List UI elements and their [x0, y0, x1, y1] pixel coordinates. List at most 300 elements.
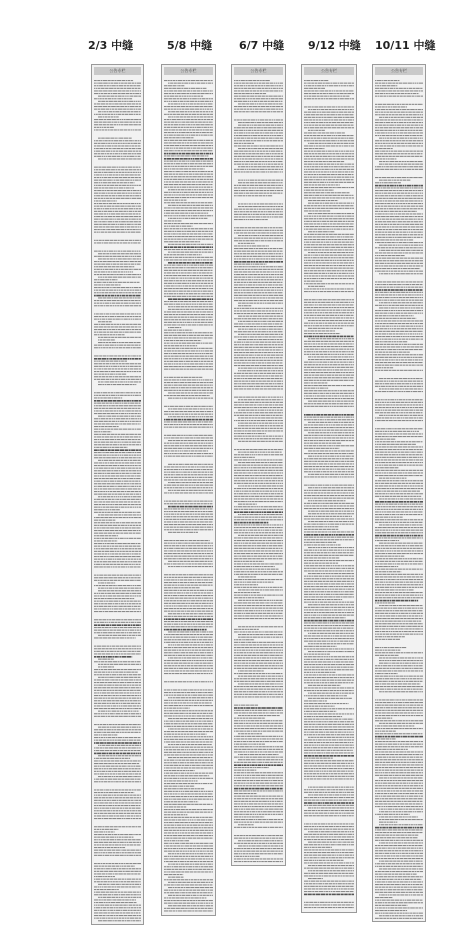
- text-line-segment: [101, 734, 103, 735]
- text-line-segment: [132, 606, 134, 607]
- text-line-segment: [114, 324, 116, 325]
- text-line-segment: [137, 863, 141, 864]
- text-line-segment: [181, 83, 183, 84]
- text-line-segment: [104, 174, 106, 175]
- text-line-segment: [94, 397, 97, 398]
- text-line-segment: [122, 355, 124, 356]
- text-line-segment: [128, 158, 132, 159]
- text-line-segment: [124, 138, 129, 139]
- text-line-segment: [131, 653, 135, 654]
- text-line-segment: [122, 884, 125, 885]
- text-line-segment: [106, 745, 111, 746]
- text-line-segment: [211, 231, 213, 232]
- text-line-segment: [107, 907, 109, 908]
- text-line-segment: [98, 700, 100, 701]
- text-line-segment: [94, 902, 95, 903]
- text-line-segment: [100, 582, 104, 583]
- text-line-segment: [136, 868, 139, 869]
- text-line-segment: [104, 789, 105, 790]
- text-line-segment: [94, 747, 96, 748]
- text-line-segment: [121, 316, 124, 317]
- text-line-segment: [115, 766, 118, 767]
- text-line-segment: [131, 624, 132, 626]
- text-line-segment: [99, 98, 101, 99]
- text-line-segment: [98, 153, 100, 154]
- text-line-segment: [98, 781, 100, 782]
- text-line-segment: [195, 259, 198, 260]
- text-line-segment: [120, 264, 123, 265]
- text-line-segment: [131, 416, 135, 417]
- text-line-segment: [137, 910, 140, 911]
- text-line-segment: [125, 167, 127, 168]
- text-line-segment: [106, 868, 110, 869]
- text-line-segment: [114, 455, 117, 456]
- text-line-segment: [139, 193, 141, 194]
- text-line-segment: [120, 381, 123, 382]
- text-line-segment: [97, 724, 99, 725]
- text-line-segment: [130, 119, 133, 120]
- text-line-segment: [167, 163, 170, 164]
- text-line-segment: [134, 606, 138, 607]
- text-line-segment: [94, 795, 95, 796]
- text-line-segment: [125, 195, 129, 196]
- text-line-segment: [94, 595, 97, 596]
- text-line-segment: [113, 408, 116, 409]
- text-line-segment: [139, 753, 141, 755]
- text-line-segment: [100, 766, 102, 767]
- text-line-segment: [178, 129, 182, 130]
- text-line-segment: [120, 850, 121, 851]
- text-line-segment: [101, 216, 103, 217]
- text-line-segment: [94, 758, 95, 759]
- text-line-segment: [205, 142, 209, 143]
- text-line-segment: [115, 844, 119, 845]
- text-line-segment: [125, 193, 127, 194]
- text-line-segment: [112, 379, 115, 380]
- text-line-segment: [206, 246, 209, 248]
- text-line-segment: [110, 436, 114, 437]
- text-line-segment: [94, 737, 98, 738]
- text-line-segment: [113, 852, 116, 853]
- text-line-segment: [138, 488, 141, 489]
- text-line-segment: [184, 101, 186, 102]
- text-line-segment: [176, 163, 180, 164]
- text-line-segment: [116, 918, 118, 919]
- text-line-segment: [212, 223, 213, 224]
- text-line-segment: [195, 231, 197, 232]
- text-line-segment: [110, 910, 113, 911]
- text-line-segment: [111, 224, 115, 225]
- text-line-segment: [98, 509, 103, 510]
- text-line-segment: [119, 810, 121, 811]
- text-line-segment: [183, 259, 187, 260]
- text-line-segment: [128, 213, 132, 214]
- text-line-segment: [120, 421, 124, 422]
- text-line-segment: [101, 287, 103, 288]
- text-line-segment: [100, 747, 103, 748]
- text-line-segment: [180, 207, 183, 208]
- text-line-segment: [110, 527, 114, 528]
- text-line-segment: [136, 564, 138, 565]
- text-line-segment: [101, 593, 104, 594]
- text-line-segment: [119, 376, 123, 377]
- text-line-segment: [112, 789, 114, 790]
- text-line-segment: [94, 287, 98, 288]
- text-line-segment: [112, 546, 114, 547]
- text-line-segment: [127, 313, 130, 314]
- text-line-segment: [109, 585, 113, 586]
- text-line-segment: [94, 889, 96, 890]
- text-line-segment: [208, 202, 213, 203]
- text-line-segment: [103, 690, 106, 691]
- text-line-segment: [140, 172, 141, 173]
- text-line-segment: [115, 566, 117, 567]
- text-line-segment: [129, 768, 131, 769]
- text-line-segment: [174, 124, 179, 125]
- text-line-segment: [182, 246, 184, 248]
- text-line-segment: [137, 158, 141, 159]
- text-line-segment: [102, 886, 104, 887]
- text-line-segment: [96, 918, 99, 919]
- text-line-segment: [181, 109, 184, 110]
- text-line-segment: [117, 839, 121, 840]
- text-line-segment: [125, 140, 129, 141]
- text-line-segment: [102, 918, 105, 919]
- text-line-segment: [101, 429, 104, 430]
- text-line-segment: [122, 527, 124, 528]
- text-line-segment: [133, 674, 137, 675]
- text-line-segment: [195, 179, 197, 180]
- text-line-segment: [108, 520, 112, 521]
- text-line-segment: [98, 776, 101, 777]
- text-line-segment: [210, 205, 212, 206]
- text-line-segment: [126, 611, 129, 612]
- text-line-segment: [105, 216, 107, 217]
- text-line-segment: [164, 163, 167, 164]
- text-line-segment: [112, 368, 115, 369]
- text-line-segment: [94, 153, 97, 154]
- text-line-segment: [182, 145, 185, 146]
- text-line-segment: [110, 551, 114, 552]
- text-line-segment: [135, 685, 138, 686]
- text-line-segment: [117, 682, 119, 683]
- text-line-segment: [107, 122, 111, 123]
- text-line-segment: [99, 593, 101, 594]
- text-line-segment: [124, 619, 127, 620]
- text-line-segment: [127, 850, 130, 851]
- text-line-segment: [210, 129, 213, 130]
- text-line-segment: [125, 313, 127, 314]
- text-line-segment: [189, 213, 190, 214]
- text-line-segment: [101, 143, 106, 144]
- text-line-segment: [167, 96, 169, 97]
- text-line-segment: [187, 262, 190, 264]
- text-line-segment: [207, 158, 209, 160]
- text-line-segment: [117, 595, 121, 596]
- text-line-segment: [105, 256, 109, 257]
- text-line-segment: [110, 363, 112, 364]
- text-line-segment: [102, 727, 106, 728]
- text-line-segment: [110, 674, 111, 675]
- text-line-segment: [111, 264, 112, 265]
- text-line-segment: [122, 755, 124, 756]
- text-line-segment: [121, 619, 123, 620]
- text-line-segment: [120, 88, 123, 89]
- text-line-segment: [116, 619, 121, 620]
- text-line-segment: [103, 580, 106, 581]
- text-line-segment: [119, 703, 120, 704]
- text-line-segment: [102, 251, 103, 252]
- text-line-segment: [110, 332, 114, 333]
- text-line-segment: [172, 231, 174, 232]
- text-line-segment: [100, 491, 103, 492]
- text-line-segment: [182, 233, 186, 234]
- text-line-segment: [101, 321, 105, 322]
- text-line-segment: [101, 661, 105, 662]
- text-line-segment: [104, 140, 107, 141]
- text-line-segment: [112, 624, 116, 626]
- text-line-segment: [127, 109, 129, 110]
- text-line-segment: [128, 687, 130, 688]
- text-line-segment: [94, 436, 97, 437]
- text-line-segment: [119, 140, 122, 141]
- text-line-segment: [115, 789, 118, 790]
- text-line-segment: [122, 332, 123, 333]
- text-line-segment: [180, 145, 182, 146]
- text-line-segment: [100, 208, 102, 209]
- text-line-segment: [115, 319, 119, 320]
- text-line-segment: [113, 172, 115, 173]
- text-line-segment: [120, 229, 124, 230]
- text-line-segment: [179, 241, 181, 242]
- text-line-segment: [116, 646, 120, 647]
- text-line-segment: [116, 585, 117, 586]
- text-line-segment: [129, 729, 131, 730]
- text-line-segment: [100, 269, 102, 270]
- text-line-segment: [111, 229, 115, 230]
- text-line-segment: [113, 601, 118, 602]
- text-line-segment: [199, 114, 202, 115]
- text-line-segment: [108, 734, 112, 735]
- text-line-segment: [208, 228, 209, 229]
- text-line-segment: [131, 473, 132, 474]
- text-line-segment: [119, 797, 122, 798]
- text-line-segment: [119, 452, 121, 453]
- text-line-segment: [94, 551, 97, 552]
- text-line-segment: [194, 233, 198, 234]
- text-line-segment: [129, 114, 133, 115]
- text-line-segment: [106, 527, 109, 528]
- text-line-segment: [125, 491, 126, 492]
- text-line-segment: [170, 114, 172, 115]
- text-line-segment: [112, 282, 114, 283]
- text-line-segment: [186, 119, 190, 120]
- text-line-segment: [118, 457, 120, 458]
- text-line-segment: [137, 692, 139, 693]
- text-line-segment: [127, 708, 130, 709]
- text-line-segment: [94, 219, 99, 220]
- text-line-segment: [137, 83, 141, 84]
- text-line-segment: [139, 595, 141, 596]
- text-line-segment: [102, 844, 105, 845]
- text-line-segment: [137, 416, 141, 417]
- text-line-segment: [94, 413, 97, 414]
- text-line-segment: [113, 334, 115, 335]
- text-line-segment: [189, 88, 191, 89]
- text-line-segment: [136, 525, 139, 526]
- text-line-segment: [191, 90, 192, 91]
- text-line-segment: [125, 918, 127, 919]
- text-line-segment: [127, 258, 131, 259]
- text-line-segment: [181, 106, 185, 107]
- text-line-segment: [130, 363, 134, 364]
- text-line-segment: [167, 207, 170, 208]
- text-line-segment: [131, 622, 134, 623]
- text-line-segment: [112, 844, 114, 845]
- text-line-segment: [177, 220, 181, 221]
- text-line-segment: [134, 358, 138, 360]
- text-line-segment: [96, 535, 99, 536]
- text-line-segment: [137, 174, 140, 175]
- text-line-segment: [138, 606, 140, 607]
- text-line-segment: [128, 242, 131, 243]
- text-line-segment: [169, 88, 172, 89]
- text-line-segment: [171, 202, 176, 203]
- text-line-segment: [137, 661, 140, 662]
- text-line-segment: [129, 442, 131, 443]
- text-line-segment: [94, 326, 98, 327]
- text-line-segment: [98, 910, 99, 911]
- text-line-segment: [111, 781, 113, 782]
- text-line-segment: [203, 150, 207, 151]
- text-line-segment: [129, 677, 134, 678]
- text-line-segment: [94, 284, 98, 285]
- text-line-segment: [180, 166, 184, 167]
- text-line-segment: [175, 257, 178, 258]
- text-line-segment: [164, 93, 168, 94]
- text-line-segment: [116, 460, 120, 461]
- text-line-segment: [114, 910, 116, 911]
- text-line-segment: [113, 211, 115, 212]
- text-line-segment: [177, 88, 181, 89]
- text-line-segment: [108, 337, 110, 338]
- text-line-segment: [129, 546, 133, 547]
- text-line-segment: [106, 766, 111, 767]
- text-line-segment: [94, 868, 96, 869]
- text-line-segment: [170, 179, 172, 180]
- text-line-segment: [103, 277, 105, 278]
- text-line-segment: [126, 444, 128, 445]
- text-line-segment: [102, 755, 106, 756]
- text-line-segment: [114, 83, 119, 84]
- text-line-segment: [129, 295, 132, 297]
- text-line-segment: [193, 205, 196, 206]
- text-line-segment: [131, 768, 134, 769]
- text-line-segment: [204, 176, 205, 177]
- text-line-segment: [179, 168, 183, 169]
- text-line-segment: [94, 619, 98, 620]
- text-line-segment: [188, 210, 192, 211]
- text-line-segment: [187, 265, 188, 266]
- text-line-segment: [174, 106, 176, 107]
- text-line-segment: [97, 556, 99, 557]
- text-line-segment: [122, 374, 127, 375]
- text-line-segment: [111, 566, 112, 567]
- text-line-segment: [120, 575, 124, 576]
- text-line-segment: [107, 575, 111, 576]
- text-line-segment: [208, 233, 212, 234]
- text-line-segment: [138, 522, 141, 523]
- text-line-segment: [206, 210, 209, 211]
- text-line-segment: [98, 198, 100, 199]
- text-lines: [92, 78, 143, 924]
- text-line-segment: [106, 226, 110, 227]
- text-line-segment: [104, 813, 107, 814]
- text-line-segment: [104, 582, 106, 583]
- text-line-segment: [177, 239, 181, 240]
- text-line-segment: [126, 347, 130, 348]
- text-line-segment: [130, 637, 132, 638]
- text-line-segment: [102, 897, 106, 898]
- text-line-segment: [98, 659, 102, 660]
- text-line-segment: [108, 672, 110, 673]
- text-line-segment: [195, 127, 196, 128]
- text-line-segment: [115, 504, 119, 505]
- text-line-segment: [100, 177, 101, 178]
- text-line-segment: [121, 271, 124, 272]
- text-line-segment: [139, 371, 141, 372]
- text-line-segment: [139, 203, 141, 204]
- text-line-segment: [138, 124, 141, 125]
- text-line-segment: [104, 577, 108, 578]
- text-line-segment: [105, 208, 109, 209]
- text-line-segment: [107, 200, 111, 201]
- text-line-segment: [130, 871, 133, 872]
- text-line-segment: [126, 366, 128, 367]
- text-line-segment: [133, 700, 137, 701]
- text-line-segment: [137, 496, 141, 497]
- text-line-segment: [98, 792, 100, 793]
- text-line-segment: [94, 687, 97, 688]
- text-line-segment: [114, 145, 117, 146]
- text-line-segment: [188, 163, 190, 164]
- text-line-segment: [172, 200, 174, 201]
- text-line-segment: [103, 912, 107, 913]
- text-line-segment: [139, 180, 141, 181]
- text-line-segment: [110, 580, 113, 581]
- text-line-segment: [119, 103, 123, 104]
- text-line-segment: [102, 187, 105, 188]
- text-line-segment: [96, 538, 99, 539]
- text-line-segment: [106, 148, 109, 149]
- text-line-segment: [114, 392, 115, 393]
- text-line-segment: [97, 593, 98, 594]
- text-line-segment: [128, 421, 129, 422]
- text-line-segment: [119, 470, 121, 471]
- text-line-segment: [99, 180, 103, 181]
- text-line-segment: [112, 313, 115, 314]
- text-line-segment: [203, 163, 207, 164]
- text-line-segment: [122, 758, 124, 759]
- text-line-segment: [182, 153, 185, 155]
- text-line-segment: [136, 277, 137, 278]
- text-line-segment: [175, 220, 177, 221]
- text-line-segment: [186, 205, 189, 206]
- text-line-segment: [193, 145, 197, 146]
- text-line-segment: [96, 742, 99, 744]
- text-line-segment: [122, 478, 126, 479]
- text-line-segment: [129, 316, 132, 317]
